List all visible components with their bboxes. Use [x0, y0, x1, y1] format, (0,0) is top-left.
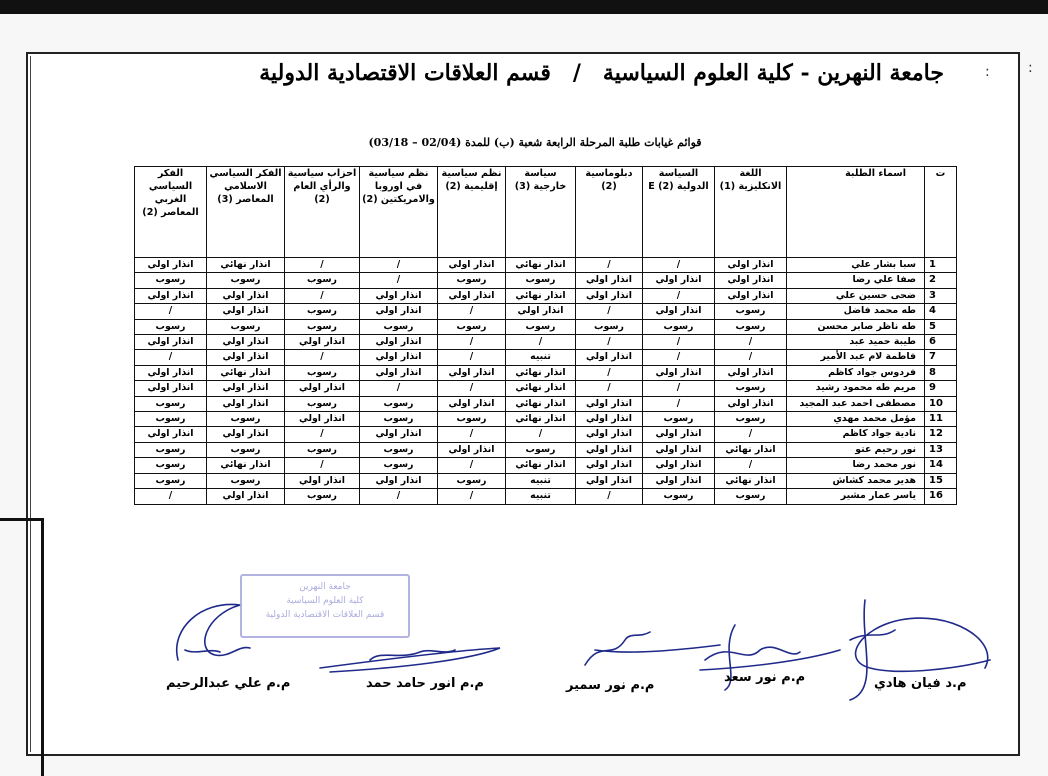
col-header-europe-americas: نظم سياسية في اوروبا والامريكتين (2) — [360, 167, 438, 258]
absence-status-cell: / — [285, 288, 360, 303]
absence-status-cell: رسوب — [285, 319, 360, 334]
student-name: صفا علي رضا — [787, 273, 925, 288]
row-number: 8 — [925, 365, 957, 380]
row-number: 2 — [925, 273, 957, 288]
absence-status-cell: انذار نهائي — [207, 365, 285, 380]
absence-status-cell: رسوب — [643, 319, 715, 334]
absence-status-cell: رسوب — [576, 319, 643, 334]
absence-status-cell: انذار نهائي — [506, 396, 576, 411]
absence-status-cell: / — [360, 381, 438, 396]
row-number: 11 — [925, 412, 957, 427]
absence-status-cell: رسوب — [506, 273, 576, 288]
absence-status-cell: انذار اولي — [360, 335, 438, 350]
absence-status-cell: رسوب — [285, 442, 360, 457]
absence-status-cell: انذار اولي — [576, 442, 643, 457]
signature-3-scribble — [585, 632, 720, 665]
absence-status-cell: / — [643, 381, 715, 396]
header-separator: / — [572, 60, 581, 86]
row-number: 4 — [925, 304, 957, 319]
row-number: 6 — [925, 335, 957, 350]
absence-status-cell: / — [576, 365, 643, 380]
absence-status-cell: انذار اولي — [643, 442, 715, 457]
row-number: 14 — [925, 458, 957, 473]
absence-status-cell: انذار اولي — [207, 396, 285, 411]
absence-status-cell: انذار اولي — [135, 258, 207, 273]
absence-status-cell: انذار اولي — [135, 365, 207, 380]
row-number: 16 — [925, 489, 957, 504]
student-name: هدير محمد كشاش — [787, 473, 925, 488]
absence-status-cell: / — [715, 350, 787, 365]
absence-status-cell: رسوب — [438, 412, 506, 427]
absence-status-cell: / — [715, 335, 787, 350]
absence-status-cell: رسوب — [360, 458, 438, 473]
stamp-line-3: قسم العلاقات الاقتصادية الدولية — [265, 610, 385, 620]
row-number: 12 — [925, 427, 957, 442]
absence-status-cell: / — [506, 427, 576, 442]
absence-status-cell: انذار اولي — [715, 273, 787, 288]
absence-status-cell: / — [438, 335, 506, 350]
absence-status-cell: انذار اولي — [643, 304, 715, 319]
absence-status-cell: انذار اولي — [715, 396, 787, 411]
absence-status-cell: / — [576, 381, 643, 396]
absence-status-cell: / — [285, 458, 360, 473]
absence-status-cell: انذار اولي — [576, 288, 643, 303]
absence-status-cell: رسوب — [360, 319, 438, 334]
absence-status-cell: / — [576, 258, 643, 273]
absence-status-cell: انذار اولي — [506, 304, 576, 319]
absence-status-cell: انذار اولي — [576, 396, 643, 411]
absence-status-cell: انذار نهائي — [715, 442, 787, 457]
absence-status-cell: / — [643, 288, 715, 303]
student-name: ياسر عمار مشير — [787, 489, 925, 504]
absence-status-cell: / — [285, 427, 360, 442]
absence-status-cell: رسوب — [207, 319, 285, 334]
absence-status-cell: / — [715, 458, 787, 473]
row-number: 13 — [925, 442, 957, 457]
student-name: مؤمل محمد مهدي — [787, 412, 925, 427]
student-name: نادية جواد كاظم — [787, 427, 925, 442]
absence-status-cell: / — [438, 427, 506, 442]
absence-status-cell: انذار اولي — [576, 427, 643, 442]
absence-status-cell: رسوب — [135, 319, 207, 334]
absence-status-cell: انذار اولي — [285, 412, 360, 427]
absence-status-cell: رسوب — [715, 319, 787, 334]
absence-status-cell: انذار نهائي — [207, 258, 285, 273]
row-number: 15 — [925, 473, 957, 488]
absence-status-cell: / — [438, 381, 506, 396]
absence-status-cell: انذار نهائي — [207, 458, 285, 473]
absence-status-cell: انذار اولي — [360, 304, 438, 319]
absence-status-cell: رسوب — [715, 381, 787, 396]
absence-status-cell: انذار اولي — [285, 381, 360, 396]
margin-dots: : — [1028, 60, 1033, 76]
col-header-regional-systems: نظم سياسية إقليمية (2) — [438, 167, 506, 258]
absence-status-cell: / — [438, 489, 506, 504]
absence-status-cell: انذار اولي — [285, 335, 360, 350]
absence-status-cell: انذار اولي — [438, 442, 506, 457]
col-header-islamic-thought: الفكر السياسي الاسلامي المعاصر (3) — [207, 167, 285, 258]
absence-status-cell: رسوب — [135, 458, 207, 473]
row-number: 1 — [925, 258, 957, 273]
absence-status-cell: رسوب — [207, 412, 285, 427]
absence-status-cell: انذار اولي — [207, 489, 285, 504]
absence-status-cell: / — [285, 350, 360, 365]
absence-status-cell: انذار اولي — [715, 258, 787, 273]
absence-status-cell: رسوب — [438, 473, 506, 488]
absence-status-cell: رسوب — [506, 319, 576, 334]
absence-status-cell: انذار اولي — [360, 350, 438, 365]
absence-status-cell: رسوب — [207, 473, 285, 488]
signature-name-3: م.م نور سمير — [566, 678, 655, 693]
absence-status-cell: انذار اولي — [438, 288, 506, 303]
absence-status-cell: رسوب — [360, 412, 438, 427]
col-header-index: ت — [925, 167, 957, 258]
absence-status-cell: رسوب — [643, 489, 715, 504]
absence-status-cell: انذار اولي — [643, 427, 715, 442]
absence-status-cell: / — [360, 273, 438, 288]
signature-name-4: م.م انور حامد حمد — [366, 676, 484, 691]
absence-status-cell: انذار اولي — [715, 365, 787, 380]
absence-status-cell: انذار اولي — [576, 273, 643, 288]
absence-status-cell: انذار نهائي — [506, 258, 576, 273]
absence-status-cell: انذار اولي — [643, 473, 715, 488]
col-header-foreign-policy: سياسة خارجية (3) — [506, 167, 576, 258]
student-name: ضحى حسين علي — [787, 288, 925, 303]
absence-status-cell: رسوب — [643, 412, 715, 427]
absence-status-cell: انذار اولي — [135, 427, 207, 442]
col-header-intl-politics: السياسة الدولية E (2) — [643, 167, 715, 258]
absence-status-cell: انذار اولي — [360, 288, 438, 303]
absence-status-cell: رسوب — [285, 304, 360, 319]
absence-status-cell: انذار اولي — [135, 335, 207, 350]
absence-status-cell: رسوب — [360, 442, 438, 457]
absence-status-cell: / — [576, 304, 643, 319]
absence-status-cell: رسوب — [438, 319, 506, 334]
absence-status-cell: انذار نهائي — [506, 288, 576, 303]
student-name: مصطفى احمد عبد المجيد — [787, 396, 925, 411]
col-header-english: اللغة الانكليزية (1) — [715, 167, 787, 258]
row-number: 7 — [925, 350, 957, 365]
stamp-line-2: كلية العلوم السياسية — [286, 596, 364, 606]
absence-status-cell: انذار اولي — [285, 473, 360, 488]
department-title: قسم العلاقات الاقتصادية الدولية — [259, 60, 551, 86]
absence-status-cell: / — [285, 258, 360, 273]
absence-status-cell: رسوب — [715, 304, 787, 319]
absence-status-cell: / — [135, 350, 207, 365]
absence-status-cell: تنبيه — [506, 489, 576, 504]
absence-status-cell: انذار اولي — [207, 335, 285, 350]
absence-status-cell: رسوب — [506, 442, 576, 457]
student-name: مريم طه محمود رشيد — [787, 381, 925, 396]
absence-status-cell: / — [438, 350, 506, 365]
absence-status-cell: انذار اولي — [207, 350, 285, 365]
absence-status-cell: انذار اولي — [135, 288, 207, 303]
absence-status-cell: رسوب — [285, 365, 360, 380]
absence-status-cell: رسوب — [135, 273, 207, 288]
absence-status-cell: / — [506, 335, 576, 350]
student-name: نور محمد رضا — [787, 458, 925, 473]
absence-status-cell: / — [643, 350, 715, 365]
absence-status-cell: انذار اولي — [360, 427, 438, 442]
absence-status-cell: انذار اولي — [576, 350, 643, 365]
absence-status-cell: / — [438, 458, 506, 473]
absence-status-cell: / — [576, 335, 643, 350]
absence-status-cell: رسوب — [135, 412, 207, 427]
student-name: طيبة حميد عبد — [787, 335, 925, 350]
absence-status-cell: انذار نهائي — [506, 458, 576, 473]
absence-status-cell: تنبيه — [506, 350, 576, 365]
row-number: 10 — [925, 396, 957, 411]
absence-status-cell: انذار اولي — [207, 288, 285, 303]
col-header-parties-opinion: احزاب سياسية والرأي العام (2) — [285, 167, 360, 258]
absence-status-cell: انذار اولي — [360, 365, 438, 380]
absence-status-cell: / — [643, 335, 715, 350]
signature-name-1: م.د فيان هادي — [874, 676, 967, 691]
absence-status-cell: تنبيه — [506, 473, 576, 488]
absence-status-cell: انذار اولي — [715, 288, 787, 303]
absence-status-cell: رسوب — [135, 442, 207, 457]
signature-5-scribble — [177, 604, 250, 660]
absence-status-cell: انذار نهائي — [715, 473, 787, 488]
absence-status-cell: انذار اولي — [207, 427, 285, 442]
absence-status-cell: رسوب — [438, 273, 506, 288]
absence-status-cell: انذار اولي — [643, 365, 715, 380]
absence-status-cell: رسوب — [360, 396, 438, 411]
absence-status-cell: انذار اولي — [360, 473, 438, 488]
absence-status-cell: / — [135, 489, 207, 504]
student-name: فاطمة لام عبد الأمير — [787, 350, 925, 365]
absence-status-cell: انذار اولي — [576, 412, 643, 427]
absence-status-cell: انذار اولي — [207, 304, 285, 319]
absence-status-cell: انذار اولي — [576, 458, 643, 473]
row-number: 5 — [925, 319, 957, 334]
absence-status-cell: انذار اولي — [207, 381, 285, 396]
absence-status-cell: / — [576, 489, 643, 504]
absence-status-cell: رسوب — [207, 273, 285, 288]
absence-status-cell: انذار نهائي — [506, 381, 576, 396]
absence-status-cell: / — [360, 258, 438, 273]
absence-status-cell: رسوب — [207, 442, 285, 457]
student-name: طه محمد فاضل — [787, 304, 925, 319]
absence-status-cell: / — [135, 304, 207, 319]
absence-status-cell: رسوب — [135, 473, 207, 488]
absence-status-cell: / — [715, 427, 787, 442]
absence-status-cell: / — [360, 489, 438, 504]
margin-dots-2: : — [985, 64, 990, 80]
absence-status-cell: رسوب — [715, 489, 787, 504]
col-header-western-thought: الفكر السياسي الغربي المعاصر (2) — [135, 167, 207, 258]
signature-name-2: م.م نور سعد — [724, 670, 806, 685]
university-title: جامعة النهرين - كلية العلوم السياسية — [602, 60, 944, 86]
col-header-diplomacy: دبلوماسية (2) — [576, 167, 643, 258]
student-name: سبا بشار علي — [787, 258, 925, 273]
absence-status-cell: رسوب — [285, 489, 360, 504]
student-name: طه ناظر صابر محسن — [787, 319, 925, 334]
absence-status-cell: رسوب — [285, 396, 360, 411]
absence-status-cell: رسوب — [285, 273, 360, 288]
absence-status-cell: انذار اولي — [643, 458, 715, 473]
absence-status-cell: رسوب — [135, 396, 207, 411]
row-number: 9 — [925, 381, 957, 396]
signature-4-scribble — [320, 648, 500, 672]
absence-status-cell: انذار اولي — [576, 473, 643, 488]
col-header-names: اسماء الطلبة — [787, 167, 925, 258]
absence-status-cell: رسوب — [715, 412, 787, 427]
student-name: فردوس جواد كاظم — [787, 365, 925, 380]
absence-status-cell: انذار اولي — [438, 365, 506, 380]
student-name: نور رحيم عتو — [787, 442, 925, 457]
absence-status-cell: / — [438, 304, 506, 319]
absence-status-cell: انذار نهائي — [506, 412, 576, 427]
absence-status-cell: / — [643, 258, 715, 273]
absence-status-cell: انذار اولي — [438, 258, 506, 273]
absence-status-cell: انذار اولي — [643, 273, 715, 288]
absence-status-cell: انذار نهائي — [506, 365, 576, 380]
stamp-line-1: جامعة النهرين — [299, 582, 351, 592]
absence-status-cell: انذار اولي — [135, 381, 207, 396]
absence-status-cell: / — [643, 396, 715, 411]
row-number: 3 — [925, 288, 957, 303]
report-subtitle: قوائم غيابات طلبة المرحلة الرابعة شعبة (ب) للمدة (02/04 – 03/18) — [368, 136, 702, 149]
signature-name-5: م.م علي عبدالرحيم — [166, 676, 291, 691]
absence-status-cell: انذار اولي — [438, 396, 506, 411]
